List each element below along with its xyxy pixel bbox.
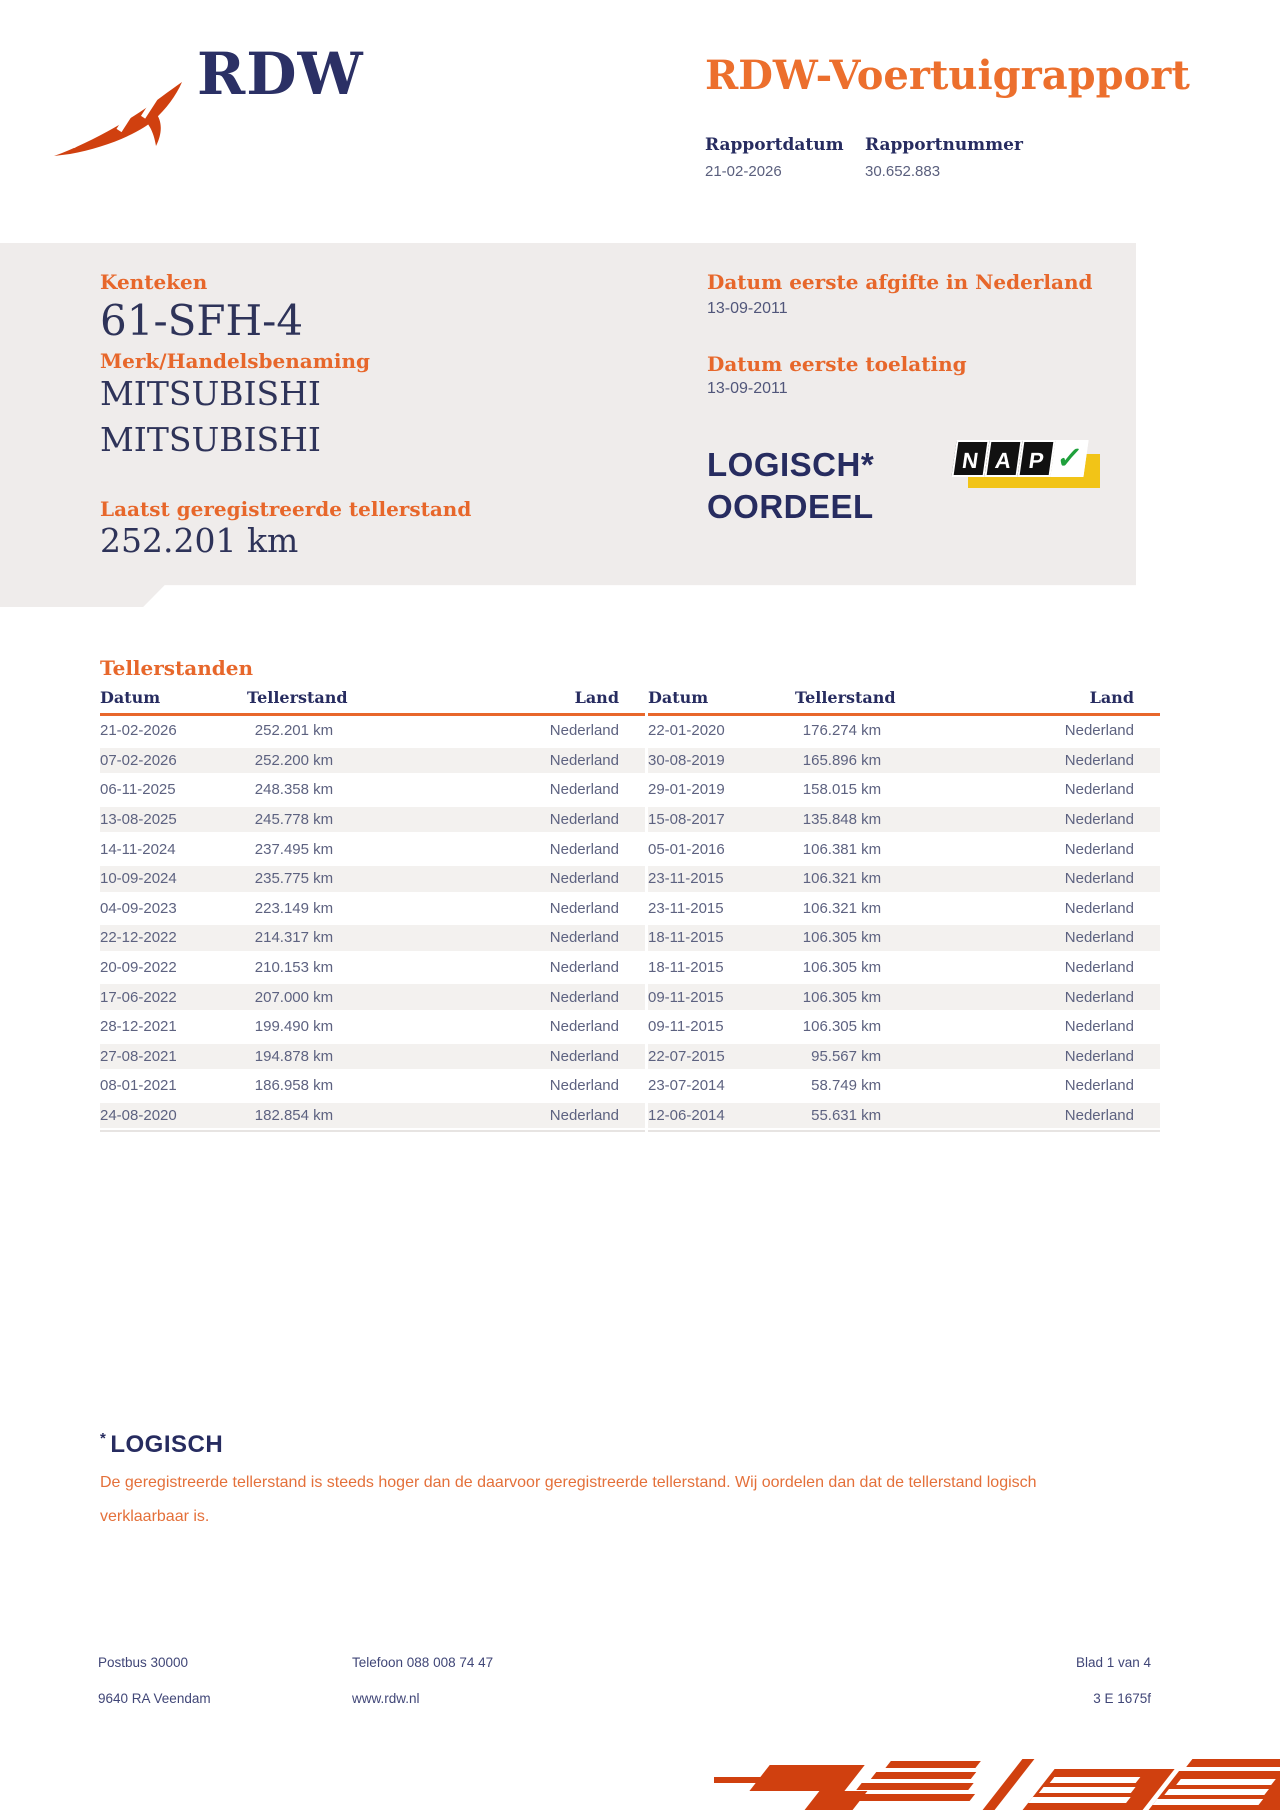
cell-land: Nederland bbox=[1064, 959, 1134, 977]
oordeel-line2: OORDEEL bbox=[707, 488, 874, 525]
cell-land: Nederland bbox=[1064, 840, 1134, 858]
cell-tellerstand: 186.958 km bbox=[254, 1077, 334, 1095]
tellerstand-row bbox=[648, 746, 1160, 776]
cell-land: Nederland bbox=[1064, 722, 1134, 740]
header-land: Land bbox=[1089, 688, 1134, 707]
footer-website: www.rdw.nl bbox=[352, 1691, 420, 1706]
tellerstand-row bbox=[100, 775, 645, 805]
kenteken-value: 61-SFH-4 bbox=[100, 296, 304, 345]
report-date-label: Rapportdatum bbox=[705, 135, 844, 155]
afgifte-label: Datum eerste afgifte in Nederland bbox=[707, 270, 1093, 294]
cell-datum: 09-11-2015 bbox=[648, 1018, 724, 1036]
header-datum: Datum bbox=[648, 688, 709, 707]
cell-datum: 05-01-2016 bbox=[648, 840, 725, 858]
tellerstand-row bbox=[100, 834, 645, 864]
cell-datum: 14-11-2024 bbox=[100, 840, 176, 858]
laatste-tellerstand-label: Laatst geregistreerde tellerstand bbox=[100, 497, 472, 521]
cell-land: Nederland bbox=[549, 1107, 619, 1125]
tellerstand-row bbox=[648, 1071, 1160, 1101]
cell-datum: 10-09-2024 bbox=[100, 870, 177, 888]
footer-postbus: Postbus 30000 bbox=[98, 1655, 189, 1670]
header-tellerstand: Tellerstand bbox=[247, 688, 348, 707]
cell-datum: 18-11-2015 bbox=[648, 959, 724, 977]
cell-datum: 23-11-2015 bbox=[648, 870, 724, 888]
cell-land: Nederland bbox=[1064, 899, 1134, 917]
tellerstand-row bbox=[648, 1042, 1160, 1072]
cell-datum: 21-02-2026 bbox=[100, 722, 177, 740]
cell-land: Nederland bbox=[549, 722, 619, 740]
cell-tellerstand: 248.358 km bbox=[254, 781, 334, 799]
tellerstand-row bbox=[100, 746, 645, 776]
kenteken-label: Kenteken bbox=[100, 270, 208, 294]
cell-tellerstand: 55.631 km bbox=[811, 1107, 882, 1125]
tellerstand-row bbox=[100, 1071, 645, 1101]
cell-datum: 04-09-2023 bbox=[100, 899, 177, 917]
tellerstand-row bbox=[648, 834, 1160, 864]
cell-datum: 12-06-2014 bbox=[648, 1107, 725, 1125]
nap-letter-a: A bbox=[984, 440, 1022, 477]
cell-tellerstand: 182.854 km bbox=[254, 1107, 334, 1125]
cell-datum: 13-08-2025 bbox=[100, 811, 177, 829]
cell-land: Nederland bbox=[549, 811, 619, 829]
tellerstand-row bbox=[648, 1101, 1160, 1131]
cell-tellerstand: 95.567 km bbox=[811, 1047, 882, 1065]
merk-value: MITSUBISHI bbox=[100, 374, 321, 413]
cell-tellerstand: 106.305 km bbox=[802, 959, 882, 977]
cell-land: Nederland bbox=[1064, 1107, 1134, 1125]
cell-land: Nederland bbox=[549, 781, 619, 799]
cell-tellerstand: 135.848 km bbox=[802, 811, 882, 829]
logisch-heading bbox=[100, 1430, 223, 1459]
nap-letter-p: P bbox=[1017, 440, 1055, 477]
tellerstanden-table-left bbox=[100, 688, 645, 1132]
cell-tellerstand: 106.381 km bbox=[802, 840, 882, 858]
cell-datum: 29-01-2019 bbox=[648, 781, 725, 799]
cell-land: Nederland bbox=[549, 988, 619, 1006]
merk-label: Merk/Handelsbenaming bbox=[100, 349, 371, 373]
logisch-heading-text: LOGISCH bbox=[110, 1431, 224, 1458]
cell-tellerstand: 252.201 km bbox=[254, 722, 334, 740]
cell-tellerstand: 106.305 km bbox=[802, 929, 882, 947]
tellerstand-row bbox=[100, 1012, 645, 1042]
cell-tellerstand: 106.305 km bbox=[802, 1018, 882, 1036]
tellerstand-row bbox=[648, 864, 1160, 894]
tellerstand-row bbox=[648, 923, 1160, 953]
nap-check-icon: ✓ bbox=[1050, 440, 1088, 477]
cell-land: Nederland bbox=[1064, 870, 1134, 888]
cell-datum: 09-11-2015 bbox=[648, 988, 724, 1006]
rdw-feather-logo-icon bbox=[52, 74, 184, 160]
toelating-value: 13-09-2011 bbox=[707, 380, 788, 397]
cell-land: Nederland bbox=[1064, 811, 1134, 829]
tellerstand-row bbox=[648, 953, 1160, 983]
cell-land: Nederland bbox=[1064, 988, 1134, 1006]
rdw-logo-text: RDW bbox=[197, 40, 364, 108]
cell-tellerstand: 214.317 km bbox=[254, 929, 334, 947]
table-header bbox=[100, 688, 645, 716]
tellerstand-row bbox=[100, 894, 645, 924]
cell-land: Nederland bbox=[1064, 1047, 1134, 1065]
cell-land: Nederland bbox=[549, 929, 619, 947]
cell-tellerstand: 158.015 km bbox=[802, 781, 882, 799]
cell-land: Nederland bbox=[549, 1018, 619, 1036]
footer-form-code: 3 E 1675f bbox=[1093, 1691, 1151, 1706]
table-body bbox=[100, 716, 645, 1130]
cell-land: Nederland bbox=[549, 1077, 619, 1095]
table-header bbox=[648, 688, 1160, 716]
cell-tellerstand: 237.495 km bbox=[254, 840, 334, 858]
cell-tellerstand: 106.305 km bbox=[802, 988, 882, 1006]
oordeel-line1: LOGISCH* bbox=[707, 446, 875, 483]
nap-logo bbox=[954, 438, 1114, 492]
tellerstand-row bbox=[100, 953, 645, 983]
tellerstand-row bbox=[100, 864, 645, 894]
cell-datum: 08-01-2021 bbox=[100, 1077, 177, 1095]
cell-datum: 27-08-2021 bbox=[100, 1047, 177, 1065]
cell-tellerstand: 207.000 km bbox=[254, 988, 334, 1006]
cell-land: Nederland bbox=[1064, 929, 1134, 947]
cell-land: Nederland bbox=[549, 1047, 619, 1065]
cell-tellerstand: 252.200 km bbox=[254, 751, 334, 769]
laatste-tellerstand-value: 252.201 km bbox=[100, 521, 299, 560]
tellerstand-row bbox=[648, 775, 1160, 805]
tellerstand-row bbox=[100, 716, 645, 746]
header-tellerstand: Tellerstand bbox=[795, 688, 896, 707]
logisch-explanation-text: De geregistreerde tellerstand is steeds hoger dan de daarvoor geregistreerde tellerstand. Wij oordelen dan dat de tellerstand logisch verklaarbaar is. bbox=[100, 1474, 1037, 1525]
header-datum: Datum bbox=[100, 688, 161, 707]
footer-plaats: 9640 RA Veendam bbox=[98, 1691, 211, 1706]
cell-datum: 28-12-2021 bbox=[100, 1018, 177, 1036]
report-date-value: 21-02-2026 bbox=[705, 163, 782, 180]
cell-land: Nederland bbox=[1064, 781, 1134, 799]
cell-datum: 15-08-2017 bbox=[648, 811, 725, 829]
afgifte-value: 13-09-2011 bbox=[707, 300, 788, 317]
cell-tellerstand: 165.896 km bbox=[802, 751, 882, 769]
footer-page-indicator: Blad 1 van 4 bbox=[1075, 1655, 1151, 1670]
cell-land: Nederland bbox=[549, 959, 619, 977]
tellerstand-row bbox=[648, 805, 1160, 835]
cell-tellerstand: 176.274 km bbox=[802, 722, 882, 740]
tellerstanden-section-title: Tellerstanden bbox=[100, 656, 254, 680]
cell-datum: 23-07-2014 bbox=[648, 1077, 725, 1095]
asterisk: * bbox=[100, 1430, 107, 1447]
report-title: RDW-Voertuigrapport bbox=[705, 52, 1190, 99]
cell-tellerstand: 106.321 km bbox=[802, 870, 882, 888]
cell-tellerstand: 106.321 km bbox=[802, 899, 882, 917]
cell-tellerstand: 210.153 km bbox=[254, 959, 334, 977]
cell-datum: 07-02-2026 bbox=[100, 751, 177, 769]
cell-datum: 17-06-2022 bbox=[100, 988, 177, 1006]
cell-tellerstand: 235.775 km bbox=[254, 870, 334, 888]
cell-datum: 18-11-2015 bbox=[648, 929, 724, 947]
cell-land: Nederland bbox=[549, 870, 619, 888]
tellerstand-row bbox=[100, 1101, 645, 1131]
tellerstand-row bbox=[100, 923, 645, 953]
cell-tellerstand: 245.778 km bbox=[254, 811, 334, 829]
cell-datum: 30-08-2019 bbox=[648, 751, 725, 769]
cell-datum: 22-07-2015 bbox=[648, 1047, 725, 1065]
cell-datum: 24-08-2020 bbox=[100, 1107, 177, 1125]
tellerstand-row bbox=[648, 894, 1160, 924]
footer-telefoon: Telefoon 088 008 74 47 bbox=[352, 1655, 494, 1670]
cell-datum: 23-11-2015 bbox=[648, 899, 724, 917]
cell-land: Nederland bbox=[549, 751, 619, 769]
handelsbenaming-value: MITSUBISHI bbox=[100, 420, 321, 459]
nap-letter-n: N bbox=[951, 440, 989, 477]
cell-land: Nederland bbox=[549, 840, 619, 858]
tellerstand-row bbox=[648, 1012, 1160, 1042]
tellerstand-row bbox=[100, 1042, 645, 1072]
cell-datum: 22-12-2022 bbox=[100, 929, 177, 947]
report-number-value: 30.652.883 bbox=[865, 163, 941, 180]
cell-datum: 20-09-2022 bbox=[100, 959, 177, 977]
tellerstanden-table-right bbox=[648, 688, 1160, 1132]
toelating-label: Datum eerste toelating bbox=[707, 352, 967, 376]
cell-tellerstand: 194.878 km bbox=[254, 1047, 334, 1065]
table-body bbox=[648, 716, 1160, 1130]
cell-datum: 06-11-2025 bbox=[100, 781, 176, 799]
tellerstand-row bbox=[648, 982, 1160, 1012]
cell-tellerstand: 58.749 km bbox=[811, 1077, 882, 1095]
report-number-label: Rapportnummer bbox=[865, 135, 1023, 155]
header-land: Land bbox=[574, 688, 619, 707]
rdw-stripe-decoration bbox=[714, 1757, 1280, 1810]
cell-land: Nederland bbox=[549, 899, 619, 917]
tellerstand-row bbox=[100, 805, 645, 835]
cell-land: Nederland bbox=[1064, 1018, 1134, 1036]
tellerstand-row bbox=[100, 982, 645, 1012]
tellerstand-row bbox=[648, 716, 1160, 746]
cell-land: Nederland bbox=[1064, 751, 1134, 769]
cell-datum: 22-01-2020 bbox=[648, 722, 725, 740]
cell-tellerstand: 199.490 km bbox=[254, 1018, 334, 1036]
cell-land: Nederland bbox=[1064, 1077, 1134, 1095]
cell-tellerstand: 223.149 km bbox=[254, 899, 334, 917]
